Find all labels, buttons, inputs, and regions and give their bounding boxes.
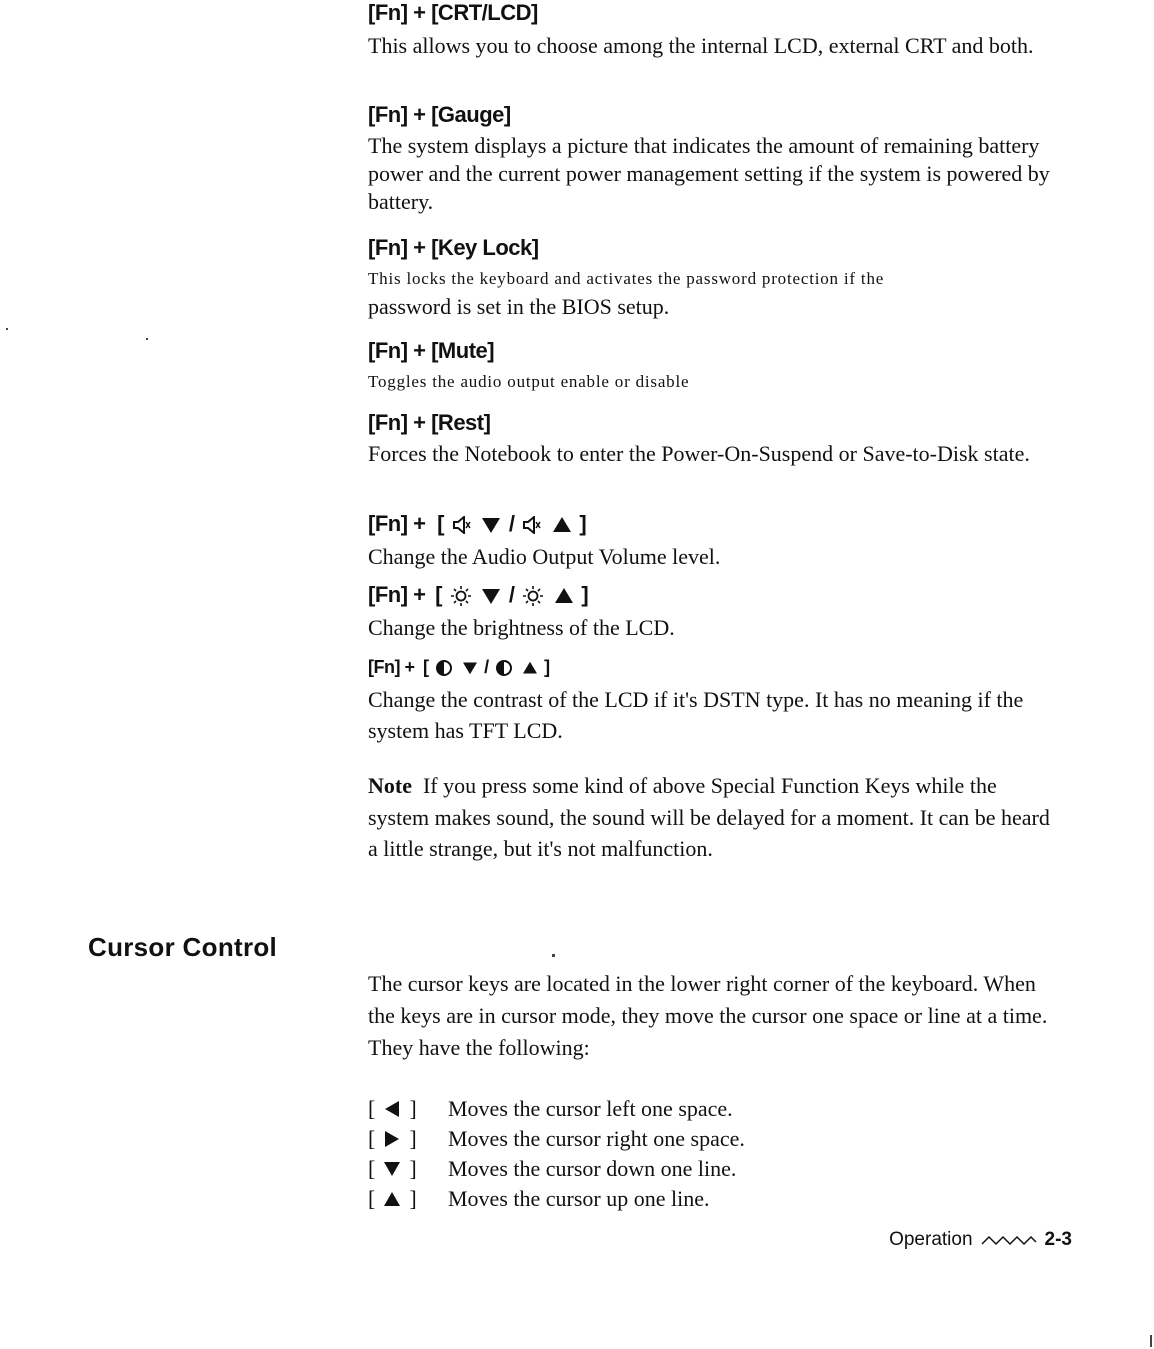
fn-key-rest — [368, 410, 1068, 478]
scan-speck — [1150, 1335, 1152, 1347]
fn-key-mute — [368, 338, 1068, 404]
bracket-open: [ — [437, 511, 444, 536]
cursor-key-description: Moves the cursor down one line. — [448, 1156, 737, 1181]
up-arrow-icon — [383, 1190, 401, 1208]
fn-key-brightness — [368, 582, 1068, 653]
fn-key-description-line: password is set in the BIOS setup. — [368, 294, 670, 319]
note-paragraph — [368, 770, 1058, 865]
fn-key-description: Forces the Notebook to enter the Power-On-Suspend or Save-to-Disk state. — [368, 441, 1030, 466]
scan-speck — [6, 328, 8, 330]
fn-key-gauge — [368, 102, 1068, 226]
up-triangle-icon — [554, 587, 574, 605]
contrast-icon — [435, 659, 453, 677]
fn-key-description: The system displays a picture that indicates the amount of remaining battery power and the current power management setting if the system is powered by battery. — [368, 133, 1050, 214]
cursor-key-label: [ ] — [368, 1186, 417, 1211]
fn-key-heading: [Fn] + [Rest] — [368, 410, 491, 435]
sun-icon — [522, 585, 544, 607]
scan-speck — [146, 338, 148, 340]
fn-key-description: Change the contrast of the LCD if it's DSTN type. It has no meaning if the system has TFT LCD. — [368, 687, 1024, 743]
right-arrow-icon — [383, 1130, 401, 1148]
fn-key-heading: [Fn] + [CRT/LCD] — [368, 0, 538, 25]
fn-key-volume — [368, 511, 1068, 582]
up-triangle-icon — [522, 661, 538, 675]
slash-separator: / — [484, 657, 489, 677]
cursor-key-label: [ ] — [368, 1126, 417, 1151]
fn-key-heading: [Fn] + [Gauge] — [368, 102, 511, 127]
cursor-key-description: Moves the cursor right one space. — [448, 1126, 745, 1151]
cursor-intro-text: The cursor keys are located in the lower right corner of the keyboard. When the keys are in cursor mode, they move the cursor one space or line at a time. They have the following: — [368, 971, 1048, 1060]
cursor-key-description: Moves the cursor up one line. — [448, 1186, 710, 1211]
fn-key-description: This allows you to choose among the internal LCD, external CRT and both. — [368, 33, 1034, 58]
cursor-key-label: [ ] — [368, 1156, 417, 1181]
fn-key-contrast — [368, 654, 1068, 756]
speaker-icon — [522, 516, 542, 534]
fn-key-heading — [368, 582, 1068, 608]
bracket-open: [ — [423, 657, 429, 677]
down-triangle-icon — [481, 587, 501, 605]
bracket-close: ] — [544, 657, 550, 677]
fn-key-prefix: [Fn] + — [368, 657, 415, 677]
slash-separator: / — [508, 511, 515, 536]
fn-key-heading — [368, 511, 1068, 537]
slash-separator: / — [508, 582, 515, 607]
fn-key-crt-lcd — [368, 0, 1068, 71]
list-item — [368, 1154, 745, 1184]
bracket-close: ] — [581, 582, 589, 607]
bracket-open: [ — [435, 582, 442, 607]
fn-key-heading: [Fn] + [Key Lock] — [368, 235, 539, 260]
speaker-icon — [452, 516, 472, 534]
list-item — [368, 1184, 745, 1214]
page-number: 2-3 — [1044, 1229, 1072, 1250]
up-triangle-icon — [552, 516, 572, 534]
scan-speck — [552, 954, 555, 957]
fn-key-description-line: This locks the keyboard and activates the password protection if the — [368, 269, 885, 288]
page-footer — [889, 1229, 1072, 1251]
cursor-key-label: [ ] — [368, 1096, 417, 1121]
fn-key-description: Toggles the audio output enable or disable — [368, 372, 690, 391]
fn-key-description: Change the Audio Output Volume level. — [368, 544, 721, 569]
note-label: Note — [368, 773, 412, 798]
section-title: Cursor Control — [88, 932, 278, 962]
down-triangle-icon — [462, 661, 478, 675]
fn-key-heading: [Fn] + [Mute] — [368, 338, 495, 363]
fn-key-description: Change the brightness of the LCD. — [368, 615, 675, 640]
down-arrow-icon — [383, 1160, 401, 1178]
wave-ornament-icon — [981, 1234, 1037, 1246]
bracket-close: ] — [579, 511, 587, 536]
fn-key-prefix: [Fn] + — [368, 582, 426, 607]
contrast-icon — [495, 659, 513, 677]
cursor-key-list — [368, 1094, 745, 1214]
fn-key-prefix: [Fn] + — [368, 511, 426, 536]
fn-key-heading — [368, 654, 1068, 680]
list-item — [368, 1124, 745, 1154]
list-item — [368, 1094, 745, 1124]
left-arrow-icon — [383, 1100, 401, 1118]
fn-key-key-lock — [368, 235, 1068, 332]
sun-icon — [450, 585, 472, 607]
note-text: If you press some kind of above Special Function Keys while the system makes sound, the sound will be delayed for a moment. It can be heard a little strange, but it's not malfunction. — [368, 773, 1050, 861]
cursor-key-description: Moves the cursor left one space. — [448, 1096, 733, 1121]
down-triangle-icon — [481, 516, 501, 534]
footer-label: Operation — [889, 1229, 973, 1250]
